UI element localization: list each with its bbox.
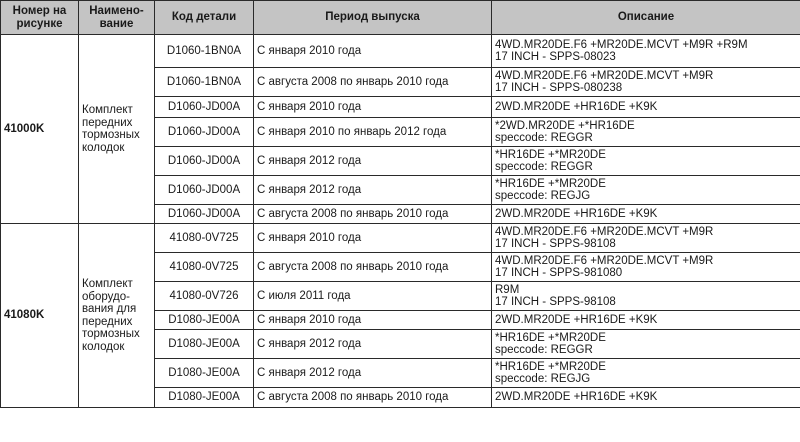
description-cell: *2WD.MR20DE +*HR16DE speccode: REGGR (492, 118, 800, 147)
header-part-code: Код детали (155, 1, 254, 35)
header-row (1, 1, 800, 35)
period-cell: С января 2010 года (254, 97, 492, 118)
part-name-cell: Комплект оборудо-вания для передних тормозных колодок (79, 224, 155, 408)
period-cell: С января 2012 года (254, 330, 492, 359)
period-cell: С августа 2008 по январь 2010 года (254, 205, 492, 224)
part-code-cell: D1060-1BN0A (155, 35, 254, 68)
description-cell: *HR16DE +*MR20DE speccode: REGGR (492, 147, 800, 176)
part-code-cell: D1080-JE00A (155, 330, 254, 359)
part-code-cell: D1080-JE00A (155, 359, 254, 388)
description-cell: *HR16DE +*MR20DE speccode: REGGR (492, 330, 800, 359)
header-figure-number: Номер на рисунке (1, 1, 79, 35)
description-cell: 4WD.MR20DE.F6 +MR20DE.MCVT +M9R 17 INCH - SPPS-080238 (492, 68, 800, 97)
description-cell: 2WD.MR20DE +HR16DE +K9K (492, 205, 800, 224)
period-cell: С августа 2008 по январь 2010 года (254, 253, 492, 282)
figure-number-cell: 41080K (1, 224, 79, 408)
table-row (1, 35, 800, 68)
description-cell: 4WD.MR20DE.F6 +MR20DE.MCVT +M9R 17 INCH - SPPS-981080 (492, 253, 800, 282)
period-cell: С января 2010 по январь 2012 года (254, 118, 492, 147)
table-row (1, 224, 800, 253)
period-cell: С августа 2008 по январь 2010 года (254, 68, 492, 97)
figure-number-cell: 41000K (1, 35, 79, 224)
part-code-cell: 41080-0V725 (155, 253, 254, 282)
part-code-cell: 41080-0V726 (155, 282, 254, 311)
description-cell: 2WD.MR20DE +HR16DE +K9K (492, 311, 800, 330)
header-description: Описание (492, 1, 800, 35)
period-cell: С января 2012 года (254, 176, 492, 205)
period-cell: С августа 2008 по январь 2010 года (254, 388, 492, 408)
period-cell: С января 2010 года (254, 224, 492, 253)
description-cell: 4WD.MR20DE.F6 +MR20DE.MCVT +M9R 17 INCH - SPPS-98108 (492, 224, 800, 253)
part-code-cell: D1060-JD00A (155, 147, 254, 176)
part-code-cell: D1060-JD00A (155, 97, 254, 118)
part-code-cell: D1060-JD00A (155, 176, 254, 205)
part-name-cell: Комплект передних тормозных колодок (79, 35, 155, 224)
header-period: Период выпуска (254, 1, 492, 35)
description-cell: 2WD.MR20DE +HR16DE +K9K (492, 97, 800, 118)
description-cell: *HR16DE +*MR20DE speccode: REGJG (492, 176, 800, 205)
description-cell: R9M 17 INCH - SPPS-98108 (492, 282, 800, 311)
part-code-cell: D1080-JE00A (155, 388, 254, 408)
period-cell: С января 2012 года (254, 147, 492, 176)
part-code-cell: D1060-JD00A (155, 205, 254, 224)
part-code-cell: D1060-JD00A (155, 118, 254, 147)
table-body (1, 35, 800, 408)
description-cell: 4WD.MR20DE.F6 +MR20DE.MCVT +M9R +R9M 17 INCH - SPPS-08023 (492, 35, 800, 68)
period-cell: С января 2010 года (254, 311, 492, 330)
period-cell: С июля 2011 года (254, 282, 492, 311)
description-cell: *HR16DE +*MR20DE speccode: REGJG (492, 359, 800, 388)
description-cell: 2WD.MR20DE +HR16DE +K9K (492, 388, 800, 408)
part-code-cell: D1060-1BN0A (155, 68, 254, 97)
part-code-cell: D1080-JE00A (155, 311, 254, 330)
part-code-cell: 41080-0V725 (155, 224, 254, 253)
period-cell: С января 2010 года (254, 35, 492, 68)
header-name: Наимено-вание (79, 1, 155, 35)
period-cell: С января 2012 года (254, 359, 492, 388)
